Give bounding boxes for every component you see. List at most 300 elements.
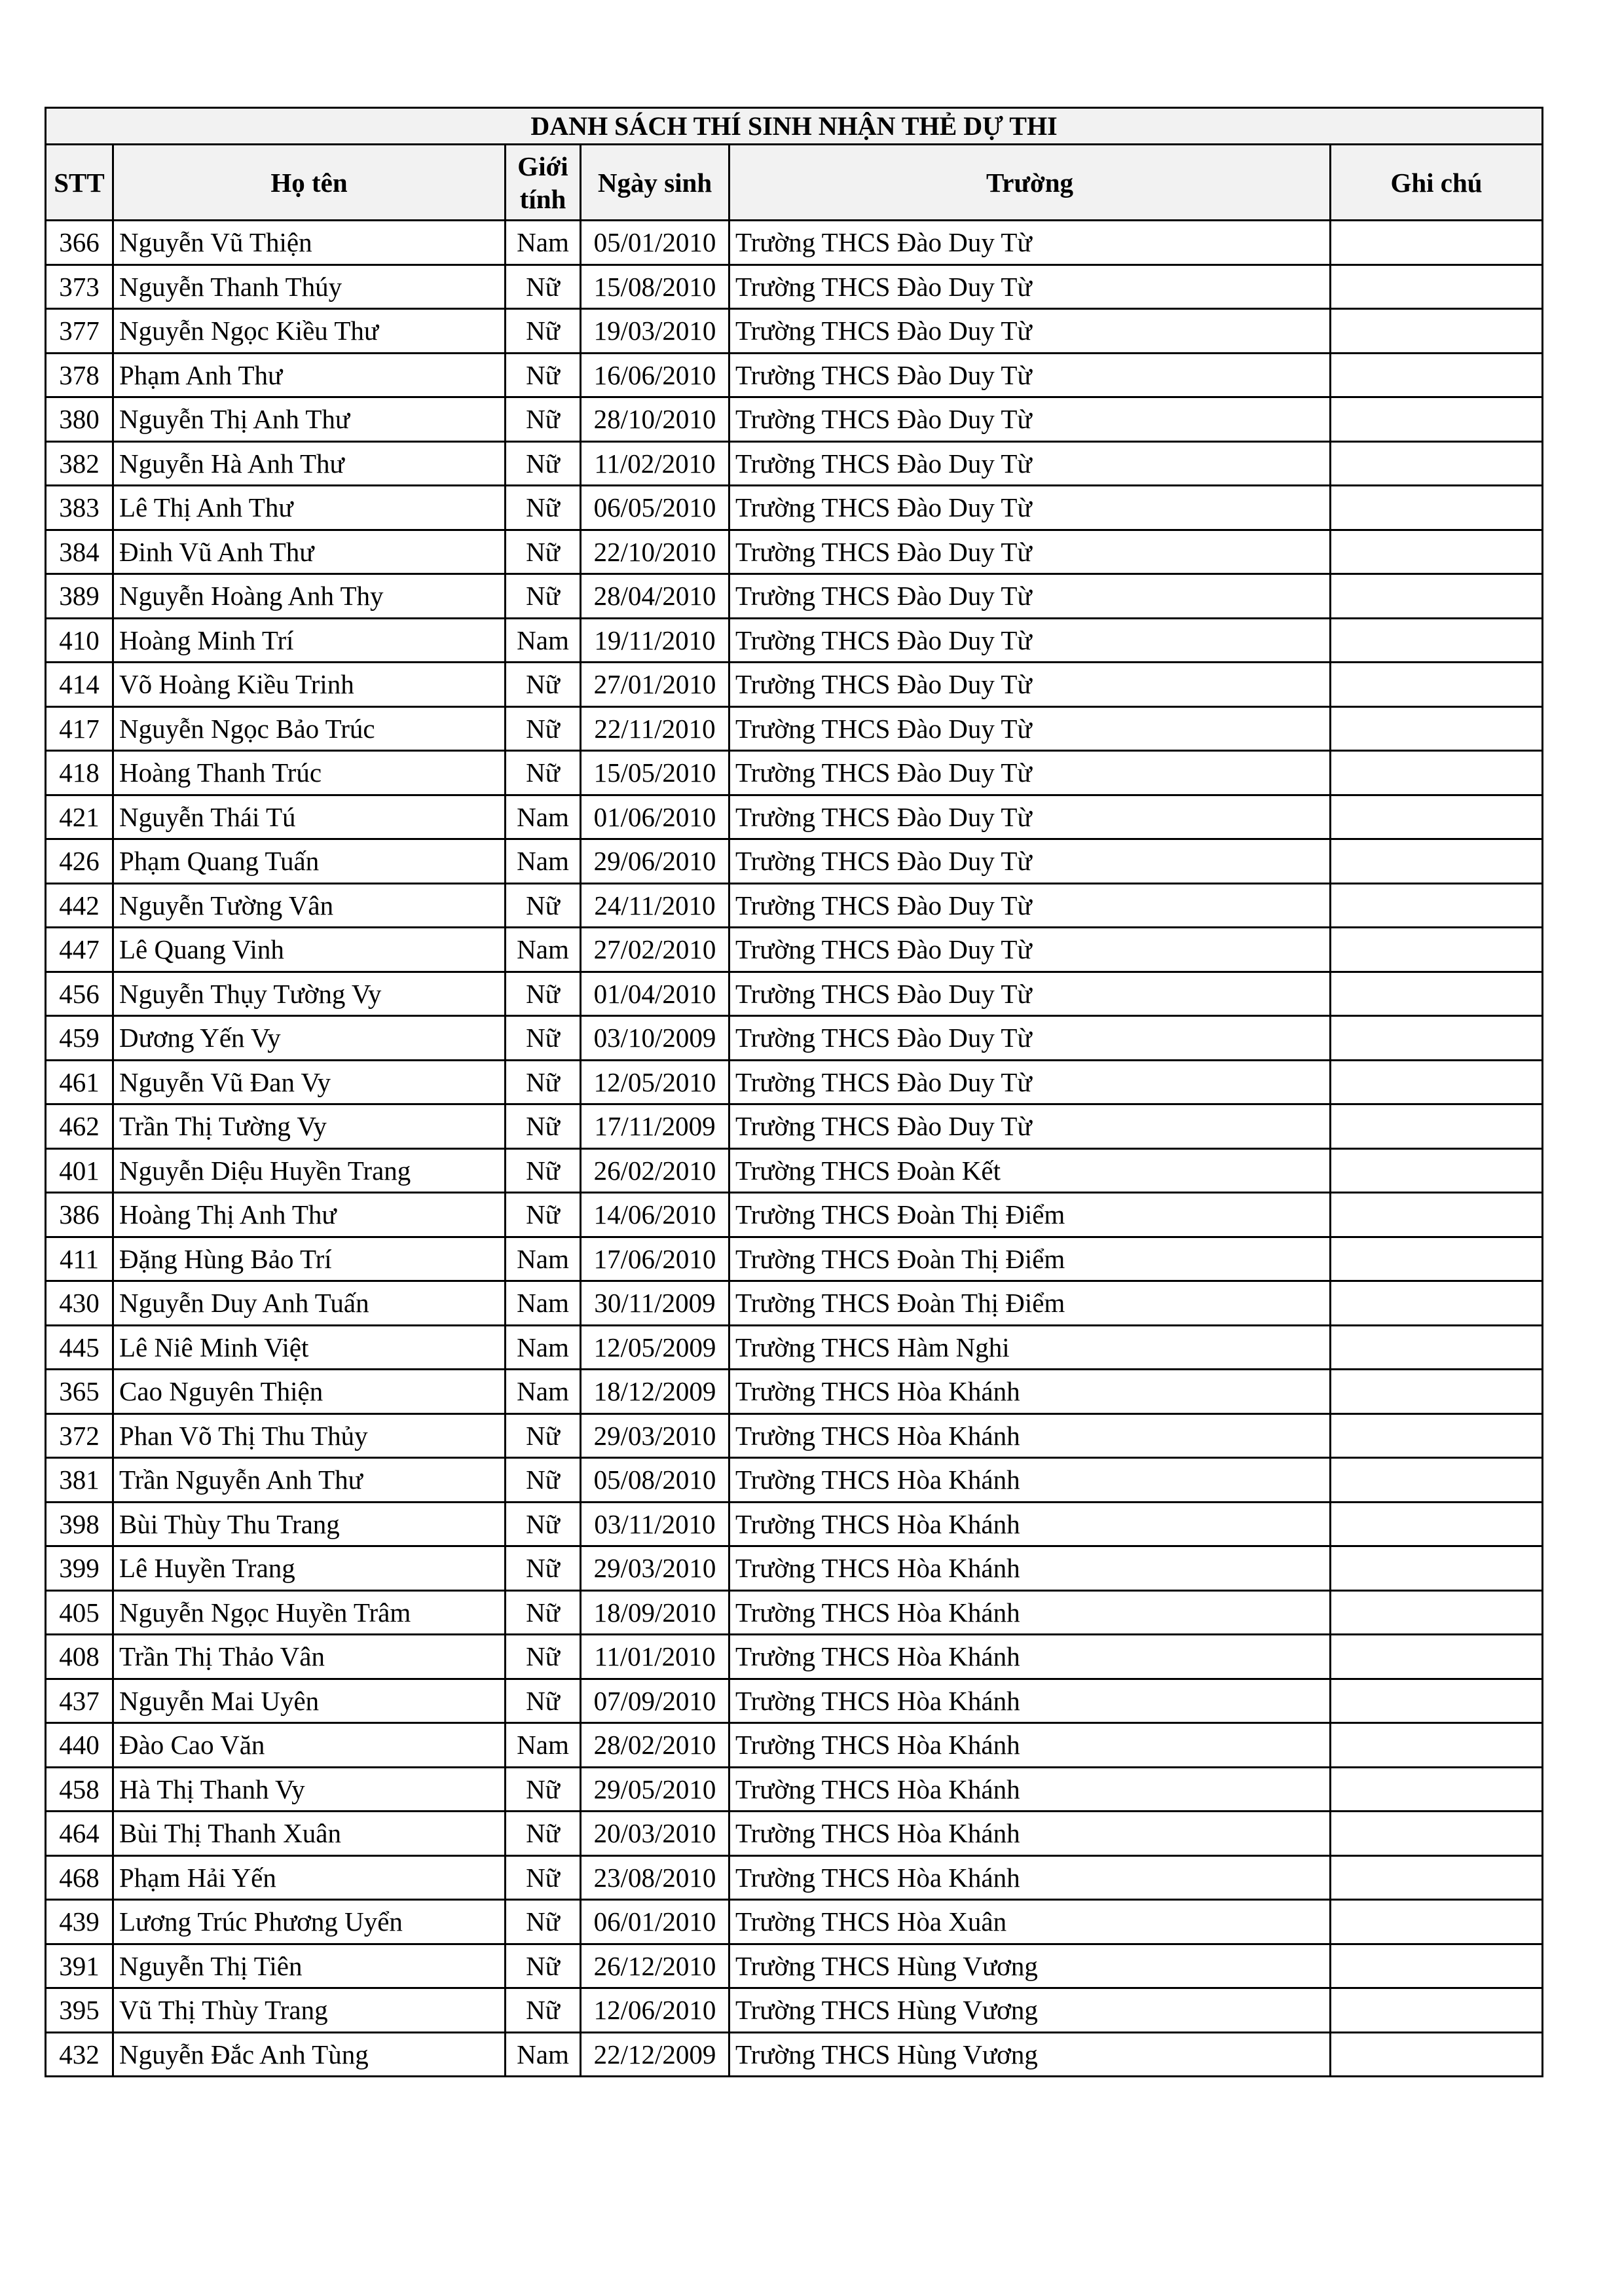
table-row	[46, 309, 1543, 354]
cell-school: Trường THCS Đào Duy Từ	[729, 795, 1331, 839]
cell-sex: Nữ	[506, 1060, 581, 1104]
table-row	[46, 1413, 1543, 1458]
cell-name: Nguyễn Hoàng Anh Thy	[113, 574, 506, 619]
cell-dob: 12/05/2010	[581, 1060, 729, 1104]
cell-note	[1331, 309, 1543, 354]
table-row	[46, 486, 1543, 530]
cell-note	[1331, 972, 1543, 1016]
cell-school: Trường THCS Đào Duy Từ	[729, 1016, 1331, 1061]
cell-note	[1331, 1237, 1543, 1281]
cell-dob: 11/01/2010	[581, 1635, 729, 1679]
cell-dob: 07/09/2010	[581, 1679, 729, 1723]
cell-stt: 462	[46, 1104, 113, 1149]
cell-school: Trường THCS Hòa Xuân	[729, 1900, 1331, 1944]
table-row	[46, 1148, 1543, 1193]
cell-sex: Nữ	[506, 1502, 581, 1546]
cell-school: Trường THCS Hòa Khánh	[729, 1546, 1331, 1591]
cell-stt: 372	[46, 1413, 113, 1458]
cell-name: Nguyễn Ngọc Huyền Trâm	[113, 1590, 506, 1635]
cell-school: Trường THCS Hòa Khánh	[729, 1812, 1331, 1856]
cell-name: Nguyễn Ngọc Kiều Thư	[113, 309, 506, 354]
cell-name: Nguyễn Vũ Thiện	[113, 221, 506, 265]
cell-school: Trường THCS Hòa Khánh	[729, 1635, 1331, 1679]
cell-sex: Nam	[506, 795, 581, 839]
cell-name: Trần Nguyễn Anh Thư	[113, 1458, 506, 1503]
table-row	[46, 397, 1543, 442]
header-sex-line1: Giới	[517, 151, 568, 181]
cell-name: Hà Thị Thanh Vy	[113, 1767, 506, 1812]
table-row	[46, 1237, 1543, 1281]
cell-dob: 14/06/2010	[581, 1193, 729, 1237]
cell-name: Bùi Thùy Thu Trang	[113, 1502, 506, 1546]
cell-note	[1331, 1900, 1543, 1944]
table-row	[46, 1812, 1543, 1856]
cell-name: Nguyễn Vũ Đan Vy	[113, 1060, 506, 1104]
cell-sex: Nữ	[506, 1855, 581, 1900]
cell-name: Hoàng Thanh Trúc	[113, 751, 506, 795]
cell-sex: Nam	[506, 1325, 581, 1370]
header-sex	[506, 145, 581, 221]
cell-stt: 414	[46, 663, 113, 707]
cell-dob: 05/08/2010	[581, 1458, 729, 1503]
cell-name: Phạm Anh Thư	[113, 353, 506, 397]
cell-stt: 401	[46, 1148, 113, 1193]
cell-sex: Nữ	[506, 1767, 581, 1812]
cell-sex: Nữ	[506, 1812, 581, 1856]
cell-school: Trường THCS Đào Duy Từ	[729, 309, 1331, 354]
table-row	[46, 353, 1543, 397]
cell-name: Hoàng Thị Anh Thư	[113, 1193, 506, 1237]
cell-note	[1331, 1635, 1543, 1679]
cell-dob: 12/06/2010	[581, 1988, 729, 2033]
cell-note	[1331, 1767, 1543, 1812]
cell-school: Trường THCS Đào Duy Từ	[729, 663, 1331, 707]
cell-note	[1331, 751, 1543, 795]
cell-sex: Nữ	[506, 486, 581, 530]
table-row	[46, 883, 1543, 928]
cell-sex: Nam	[506, 221, 581, 265]
cell-sex: Nam	[506, 928, 581, 972]
cell-sex: Nam	[506, 2032, 581, 2077]
table-row	[46, 1944, 1543, 1988]
cell-stt: 468	[46, 1855, 113, 1900]
cell-note	[1331, 1325, 1543, 1370]
cell-stt: 373	[46, 264, 113, 309]
cell-school: Trường THCS Đào Duy Từ	[729, 574, 1331, 619]
cell-dob: 12/05/2009	[581, 1325, 729, 1370]
cell-name: Đinh Vũ Anh Thư	[113, 530, 506, 574]
cell-school: Trường THCS Hùng Vương	[729, 2032, 1331, 2077]
table-row	[46, 706, 1543, 751]
header-name: Họ tên	[113, 145, 506, 221]
cell-name: Trần Thị Tường Vy	[113, 1104, 506, 1149]
cell-name: Nguyễn Diệu Huyền Trang	[113, 1148, 506, 1193]
table-row	[46, 839, 1543, 884]
cell-note	[1331, 795, 1543, 839]
cell-sex: Nữ	[506, 1900, 581, 1944]
cell-sex: Nữ	[506, 1635, 581, 1679]
cell-note	[1331, 1193, 1543, 1237]
cell-dob: 28/04/2010	[581, 574, 729, 619]
header-school: Trường	[729, 145, 1331, 221]
cell-name: Phan Võ Thị Thu Thủy	[113, 1413, 506, 1458]
cell-dob: 28/02/2010	[581, 1723, 729, 1768]
cell-note	[1331, 883, 1543, 928]
cell-name: Trần Thị Thảo Vân	[113, 1635, 506, 1679]
cell-dob: 01/06/2010	[581, 795, 729, 839]
table-row	[46, 2032, 1543, 2077]
cell-stt: 445	[46, 1325, 113, 1370]
table-row	[46, 1988, 1543, 2033]
table-row	[46, 574, 1543, 619]
table-row	[46, 1723, 1543, 1768]
cell-stt: 377	[46, 309, 113, 354]
cell-note	[1331, 2032, 1543, 2077]
cell-note	[1331, 1502, 1543, 1546]
cell-sex: Nam	[506, 1723, 581, 1768]
cell-school: Trường THCS Đào Duy Từ	[729, 486, 1331, 530]
cell-sex: Nữ	[506, 353, 581, 397]
cell-stt: 440	[46, 1723, 113, 1768]
table-row	[46, 972, 1543, 1016]
cell-stt: 386	[46, 1193, 113, 1237]
cell-sex: Nữ	[506, 972, 581, 1016]
cell-dob: 24/11/2010	[581, 883, 729, 928]
cell-stt: 426	[46, 839, 113, 884]
cell-sex: Nữ	[506, 1679, 581, 1723]
cell-note	[1331, 1723, 1543, 1768]
cell-sex: Nữ	[506, 264, 581, 309]
table-row	[46, 1104, 1543, 1149]
cell-dob: 19/11/2010	[581, 618, 729, 663]
table-row	[46, 1193, 1543, 1237]
cell-stt: 458	[46, 1767, 113, 1812]
cell-stt: 366	[46, 221, 113, 265]
cell-dob: 17/06/2010	[581, 1237, 729, 1281]
cell-stt: 405	[46, 1590, 113, 1635]
cell-stt: 421	[46, 795, 113, 839]
cell-dob: 26/02/2010	[581, 1148, 729, 1193]
cell-note	[1331, 1016, 1543, 1061]
cell-school: Trường THCS Đào Duy Từ	[729, 751, 1331, 795]
cell-name: Lê Quang Vinh	[113, 928, 506, 972]
cell-school: Trường THCS Đoàn Thị Điểm	[729, 1237, 1331, 1281]
cell-name: Đào Cao Văn	[113, 1723, 506, 1768]
cell-stt: 380	[46, 397, 113, 442]
cell-note	[1331, 353, 1543, 397]
cell-sex: Nữ	[506, 1988, 581, 2033]
cell-sex: Nữ	[506, 883, 581, 928]
cell-stt: 430	[46, 1281, 113, 1326]
cell-school: Trường THCS Đào Duy Từ	[729, 221, 1331, 265]
cell-stt: 395	[46, 1988, 113, 2033]
cell-school: Trường THCS Hòa Khánh	[729, 1767, 1331, 1812]
cell-school: Trường THCS Đào Duy Từ	[729, 530, 1331, 574]
cell-school: Trường THCS Đào Duy Từ	[729, 928, 1331, 972]
cell-stt: 389	[46, 574, 113, 619]
cell-stt: 459	[46, 1016, 113, 1061]
cell-dob: 16/06/2010	[581, 353, 729, 397]
cell-name: Lương Trúc Phương Uyển	[113, 1900, 506, 1944]
cell-school: Trường THCS Hòa Khánh	[729, 1679, 1331, 1723]
cell-sex: Nữ	[506, 706, 581, 751]
cell-note	[1331, 397, 1543, 442]
cell-name: Nguyễn Thị Tiên	[113, 1944, 506, 1988]
cell-school: Trường THCS Đào Duy Từ	[729, 618, 1331, 663]
cell-name: Nguyễn Duy Anh Tuấn	[113, 1281, 506, 1326]
cell-name: Lê Niê Minh Việt	[113, 1325, 506, 1370]
cell-dob: 18/09/2010	[581, 1590, 729, 1635]
cell-name: Nguyễn Thái Tú	[113, 795, 506, 839]
cell-sex: Nữ	[506, 751, 581, 795]
header-row	[46, 145, 1543, 221]
cell-dob: 17/11/2009	[581, 1104, 729, 1149]
cell-stt: 391	[46, 1944, 113, 1988]
table-row	[46, 928, 1543, 972]
cell-stt: 417	[46, 706, 113, 751]
cell-note	[1331, 530, 1543, 574]
cell-name: Nguyễn Thanh Thúy	[113, 264, 506, 309]
table-row	[46, 1060, 1543, 1104]
cell-note	[1331, 706, 1543, 751]
cell-dob: 28/10/2010	[581, 397, 729, 442]
cell-dob: 22/10/2010	[581, 530, 729, 574]
cell-school: Trường THCS Hòa Khánh	[729, 1370, 1331, 1414]
cell-stt: 461	[46, 1060, 113, 1104]
cell-name: Phạm Quang Tuấn	[113, 839, 506, 884]
cell-dob: 06/01/2010	[581, 1900, 729, 1944]
cell-note	[1331, 1148, 1543, 1193]
cell-note	[1331, 839, 1543, 884]
cell-stt: 399	[46, 1546, 113, 1591]
cell-sex: Nữ	[506, 1193, 581, 1237]
cell-sex: Nữ	[506, 1590, 581, 1635]
cell-sex: Nam	[506, 1237, 581, 1281]
table-row	[46, 1281, 1543, 1326]
cell-name: Phạm Hải Yến	[113, 1855, 506, 1900]
table-row	[46, 1546, 1543, 1591]
cell-note	[1331, 618, 1543, 663]
cell-sex: Nữ	[506, 397, 581, 442]
cell-sex: Nữ	[506, 1148, 581, 1193]
cell-school: Trường THCS Đào Duy Từ	[729, 1104, 1331, 1149]
cell-name: Nguyễn Ngọc Bảo Trúc	[113, 706, 506, 751]
cell-sex: Nữ	[506, 663, 581, 707]
table-row	[46, 1590, 1543, 1635]
cell-name: Nguyễn Mai Uyên	[113, 1679, 506, 1723]
cell-name: Hoàng Minh Trí	[113, 618, 506, 663]
cell-school: Trường THCS Đoàn Thị Điểm	[729, 1193, 1331, 1237]
cell-school: Trường THCS Đoàn Kết	[729, 1148, 1331, 1193]
cell-dob: 15/05/2010	[581, 751, 729, 795]
cell-stt: 442	[46, 883, 113, 928]
cell-dob: 29/06/2010	[581, 839, 729, 884]
cell-dob: 27/01/2010	[581, 663, 729, 707]
cell-name: Nguyễn Thị Anh Thư	[113, 397, 506, 442]
cell-sex: Nam	[506, 618, 581, 663]
cell-name: Bùi Thị Thanh Xuân	[113, 1812, 506, 1856]
cell-dob: 19/03/2010	[581, 309, 729, 354]
cell-note	[1331, 264, 1543, 309]
cell-name: Nguyễn Hà Anh Thư	[113, 441, 506, 486]
cell-note	[1331, 1855, 1543, 1900]
cell-note	[1331, 486, 1543, 530]
cell-stt: 384	[46, 530, 113, 574]
candidate-list-sheet	[45, 107, 1541, 2077]
table-row	[46, 1855, 1543, 1900]
cell-school: Trường THCS Đào Duy Từ	[729, 1060, 1331, 1104]
cell-stt: 382	[46, 441, 113, 486]
cell-sex: Nam	[506, 1281, 581, 1326]
cell-dob: 03/10/2009	[581, 1016, 729, 1061]
cell-sex: Nữ	[506, 309, 581, 354]
cell-sex: Nữ	[506, 530, 581, 574]
header-note: Ghi chú	[1331, 145, 1543, 221]
cell-note	[1331, 1812, 1543, 1856]
cell-dob: 27/02/2010	[581, 928, 729, 972]
cell-stt: 456	[46, 972, 113, 1016]
cell-note	[1331, 928, 1543, 972]
cell-note	[1331, 441, 1543, 486]
table-row	[46, 1679, 1543, 1723]
cell-dob: 18/12/2009	[581, 1370, 729, 1414]
table-row	[46, 441, 1543, 486]
cell-sex: Nam	[506, 1370, 581, 1414]
table-row	[46, 1635, 1543, 1679]
cell-dob: 22/12/2009	[581, 2032, 729, 2077]
cell-school: Trường THCS Hòa Khánh	[729, 1502, 1331, 1546]
cell-stt: 398	[46, 1502, 113, 1546]
cell-stt: 365	[46, 1370, 113, 1414]
cell-school: Trường THCS Hàm Nghi	[729, 1325, 1331, 1370]
cell-note	[1331, 663, 1543, 707]
cell-school: Trường THCS Đào Duy Từ	[729, 883, 1331, 928]
cell-sex: Nữ	[506, 1944, 581, 1988]
cell-note	[1331, 1679, 1543, 1723]
cell-sex: Nam	[506, 839, 581, 884]
cell-name: Nguyễn Đắc Anh Tùng	[113, 2032, 506, 2077]
table-row	[46, 1502, 1543, 1546]
table-row	[46, 1900, 1543, 1944]
cell-sex: Nữ	[506, 1458, 581, 1503]
cell-sex: Nữ	[506, 1546, 581, 1591]
cell-name: Võ Hoàng Kiều Trinh	[113, 663, 506, 707]
cell-sex: Nữ	[506, 1104, 581, 1149]
cell-sex: Nữ	[506, 1413, 581, 1458]
cell-school: Trường THCS Hùng Vương	[729, 1988, 1331, 2033]
cell-dob: 26/12/2010	[581, 1944, 729, 1988]
cell-note	[1331, 1281, 1543, 1326]
header-dob: Ngày sinh	[581, 145, 729, 221]
cell-dob: 30/11/2009	[581, 1281, 729, 1326]
cell-dob: 01/04/2010	[581, 972, 729, 1016]
table-row	[46, 1325, 1543, 1370]
cell-school: Trường THCS Hòa Khánh	[729, 1413, 1331, 1458]
cell-dob: 29/05/2010	[581, 1767, 729, 1812]
table-row	[46, 530, 1543, 574]
table-row	[46, 1767, 1543, 1812]
header-sex-line2: tính	[519, 183, 566, 214]
cell-note	[1331, 1590, 1543, 1635]
cell-school: Trường THCS Đoàn Thị Điểm	[729, 1281, 1331, 1326]
cell-sex: Nữ	[506, 441, 581, 486]
cell-name: Vũ Thị Thùy Trang	[113, 1988, 506, 2033]
cell-dob: 20/03/2010	[581, 1812, 729, 1856]
cell-stt: 437	[46, 1679, 113, 1723]
cell-name: Lê Thị Anh Thư	[113, 486, 506, 530]
cell-note	[1331, 1988, 1543, 2033]
cell-school: Trường THCS Hòa Khánh	[729, 1458, 1331, 1503]
cell-name: Đặng Hùng Bảo Trí	[113, 1237, 506, 1281]
cell-school: Trường THCS Đào Duy Từ	[729, 397, 1331, 442]
cell-stt: 439	[46, 1900, 113, 1944]
cell-sex: Nữ	[506, 1016, 581, 1061]
cell-school: Trường THCS Đào Duy Từ	[729, 353, 1331, 397]
cell-name: Nguyễn Tường Vân	[113, 883, 506, 928]
cell-dob: 22/11/2010	[581, 706, 729, 751]
cell-stt: 447	[46, 928, 113, 972]
cell-stt: 410	[46, 618, 113, 663]
cell-stt: 464	[46, 1812, 113, 1856]
table-row	[46, 795, 1543, 839]
cell-note	[1331, 1370, 1543, 1414]
cell-dob: 23/08/2010	[581, 1855, 729, 1900]
table-row	[46, 264, 1543, 309]
cell-school: Trường THCS Đào Duy Từ	[729, 839, 1331, 884]
table-body	[46, 221, 1543, 2077]
cell-note	[1331, 1546, 1543, 1591]
table-row	[46, 751, 1543, 795]
title-row	[46, 108, 1543, 145]
cell-school: Trường THCS Đào Duy Từ	[729, 972, 1331, 1016]
cell-note	[1331, 1104, 1543, 1149]
table-row	[46, 1370, 1543, 1414]
cell-dob: 29/03/2010	[581, 1546, 729, 1591]
cell-stt: 381	[46, 1458, 113, 1503]
table-row	[46, 1458, 1543, 1503]
cell-note	[1331, 1944, 1543, 1988]
list-title: DANH SÁCH THÍ SINH NHẬN THẺ DỰ THI	[46, 108, 1543, 145]
cell-dob: 06/05/2010	[581, 486, 729, 530]
cell-stt: 378	[46, 353, 113, 397]
cell-note	[1331, 221, 1543, 265]
candidate-table	[45, 107, 1543, 2077]
cell-note	[1331, 574, 1543, 619]
cell-school: Trường THCS Hùng Vương	[729, 1944, 1331, 1988]
cell-dob: 15/08/2010	[581, 264, 729, 309]
cell-school: Trường THCS Đào Duy Từ	[729, 264, 1331, 309]
table-row	[46, 618, 1543, 663]
table-row	[46, 1016, 1543, 1061]
cell-note	[1331, 1413, 1543, 1458]
cell-dob: 03/11/2010	[581, 1502, 729, 1546]
cell-name: Dương Yến Vy	[113, 1016, 506, 1061]
cell-note	[1331, 1060, 1543, 1104]
cell-stt: 408	[46, 1635, 113, 1679]
cell-school: Trường THCS Đào Duy Từ	[729, 706, 1331, 751]
cell-note	[1331, 1458, 1543, 1503]
cell-stt: 432	[46, 2032, 113, 2077]
cell-name: Cao Nguyên Thiện	[113, 1370, 506, 1414]
cell-school: Trường THCS Hòa Khánh	[729, 1590, 1331, 1635]
cell-school: Trường THCS Hòa Khánh	[729, 1723, 1331, 1768]
cell-dob: 05/01/2010	[581, 221, 729, 265]
cell-dob: 29/03/2010	[581, 1413, 729, 1458]
cell-stt: 383	[46, 486, 113, 530]
cell-stt: 418	[46, 751, 113, 795]
cell-name: Lê Huyền Trang	[113, 1546, 506, 1591]
cell-sex: Nữ	[506, 574, 581, 619]
